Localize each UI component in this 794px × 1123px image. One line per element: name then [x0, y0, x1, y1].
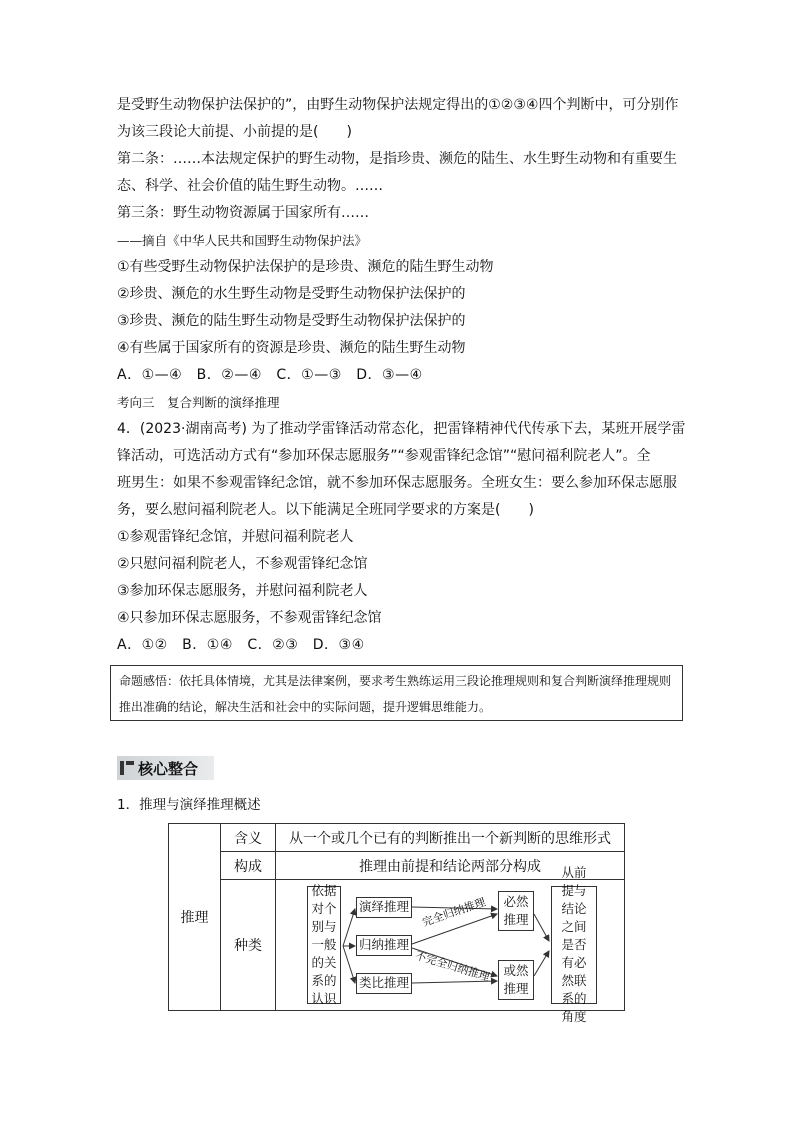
arrow [534, 951, 549, 976]
q3-options: A．①—④ B．②—④ C．①—③ D．③—④ [117, 367, 423, 383]
law-articles [117, 146, 687, 227]
row-label: 构成 [221, 852, 276, 880]
arrow [534, 914, 549, 941]
method-box: 演绎推理 [356, 897, 412, 918]
note-box: 命题感悟：依托具体情境，尤其是法律案例，要求考生熟练运用三段论推理规则和复合判断演绎推理规则推出准确的结论，解决生活和社会中的实际问题，提升逻辑思维能力。 [110, 665, 683, 721]
text-line: 第三条：野生动物资源属于国家所有…… [117, 205, 369, 221]
row-label: 种类 [221, 880, 276, 1011]
statement: ②只慰问福利院老人，不参观雷锋纪念馆 [117, 556, 368, 572]
text-line: 务，要么慰问福利院老人。以下能满足全班同学要求的方案是( ) [117, 502, 534, 518]
text-line: 4．(2023·湖南高考) 为了推动学雷锋活动常态化，把雷锋精神代代传承下去，某班开展学雷 [117, 421, 686, 437]
row-content: 推理由前提和结论两部分构成 [276, 852, 625, 880]
perspective-box: 从前提与结论之间是否有必然联系的角度 [551, 886, 597, 1004]
q4-options: A．①② B．①④ C．②③ D．③④ [117, 637, 365, 653]
criterion-box: 依据对个别与一般的关系的认识 [307, 886, 341, 1004]
statement: ②珍贵、濒危的水生野生动物是受野生动物保护法保护的 [117, 286, 466, 302]
text-line: 为该三段论大前提、小前提的是( ) [117, 124, 352, 140]
section-heading: 考向三 复合判断的演绎推理 [117, 395, 280, 410]
row-content: 从一个或几个已有的判断推出一个新判断的思维形式 [276, 824, 625, 852]
law-source: ——摘自《中华人民共和国野生动物保护法》 [117, 233, 368, 248]
method-box: 类比推理 [356, 973, 412, 994]
arrow [343, 946, 355, 983]
subsection-title: 1．推理与演绎推理概述 [117, 797, 261, 813]
table-root-cell: 推理 [169, 824, 221, 1011]
text-line: 态、科学、社会价值的陆生野生动物。…… [117, 178, 383, 194]
edge-label-incomplete: 不完全归纳推理 [413, 948, 492, 984]
q4-statements [117, 524, 687, 632]
row-label: 含义 [221, 824, 276, 852]
statement: ①参观雷锋纪念馆，并慰问福利院老人 [117, 529, 354, 545]
text-line: 是受野生动物保护法保护的”，由野生动物保护法规定得出的①②③④四个判断中，可分别作 [117, 97, 679, 113]
result-box: 或然推理 [498, 960, 534, 1000]
document-body [117, 92, 687, 659]
q4-stem [117, 416, 687, 524]
core-section-header [117, 756, 214, 780]
statement: ③珍贵、濒危的陆生野生动物是受野生动物保护法保护的 [117, 313, 466, 329]
statement: ③参加环保志愿服务，并慰问福利院老人 [117, 583, 368, 599]
q3-statements [117, 254, 687, 362]
text-line: 第二条：……本法规定保护的野生动物，是指珍贵、濒危的陆生、水生野生动物和有重要生 [117, 151, 677, 167]
reasoning-table [168, 823, 625, 1024]
statement: ①有些受野生动物保护法保护的是珍贵、濒危的陆生野生动物 [117, 259, 494, 275]
statement: ④只参加环保志愿服务，不参观雷锋纪念馆 [117, 610, 382, 626]
result-box: 必然推理 [498, 891, 534, 931]
arrow [343, 909, 355, 946]
text-line: 班男生：如果不参观雷锋纪念馆，就不参加环保志愿服务。全班女生：要么参加环保志愿服 [117, 475, 677, 491]
statement: ④有些属于国家所有的资源是珍贵、濒危的陆生野生动物 [117, 340, 466, 356]
section-marker-icon [120, 761, 134, 775]
question-intro [117, 92, 687, 146]
text-line: 锋活动，可选活动方式有“参加环保志愿服务”“参观雷锋纪念馆”“慰问福利院老人”。全 [117, 448, 651, 464]
method-box: 归纳推理 [356, 935, 412, 956]
edge-label-complete: 完全归纳推理 [420, 894, 488, 929]
core-section-title: 核心整合 [138, 759, 199, 778]
